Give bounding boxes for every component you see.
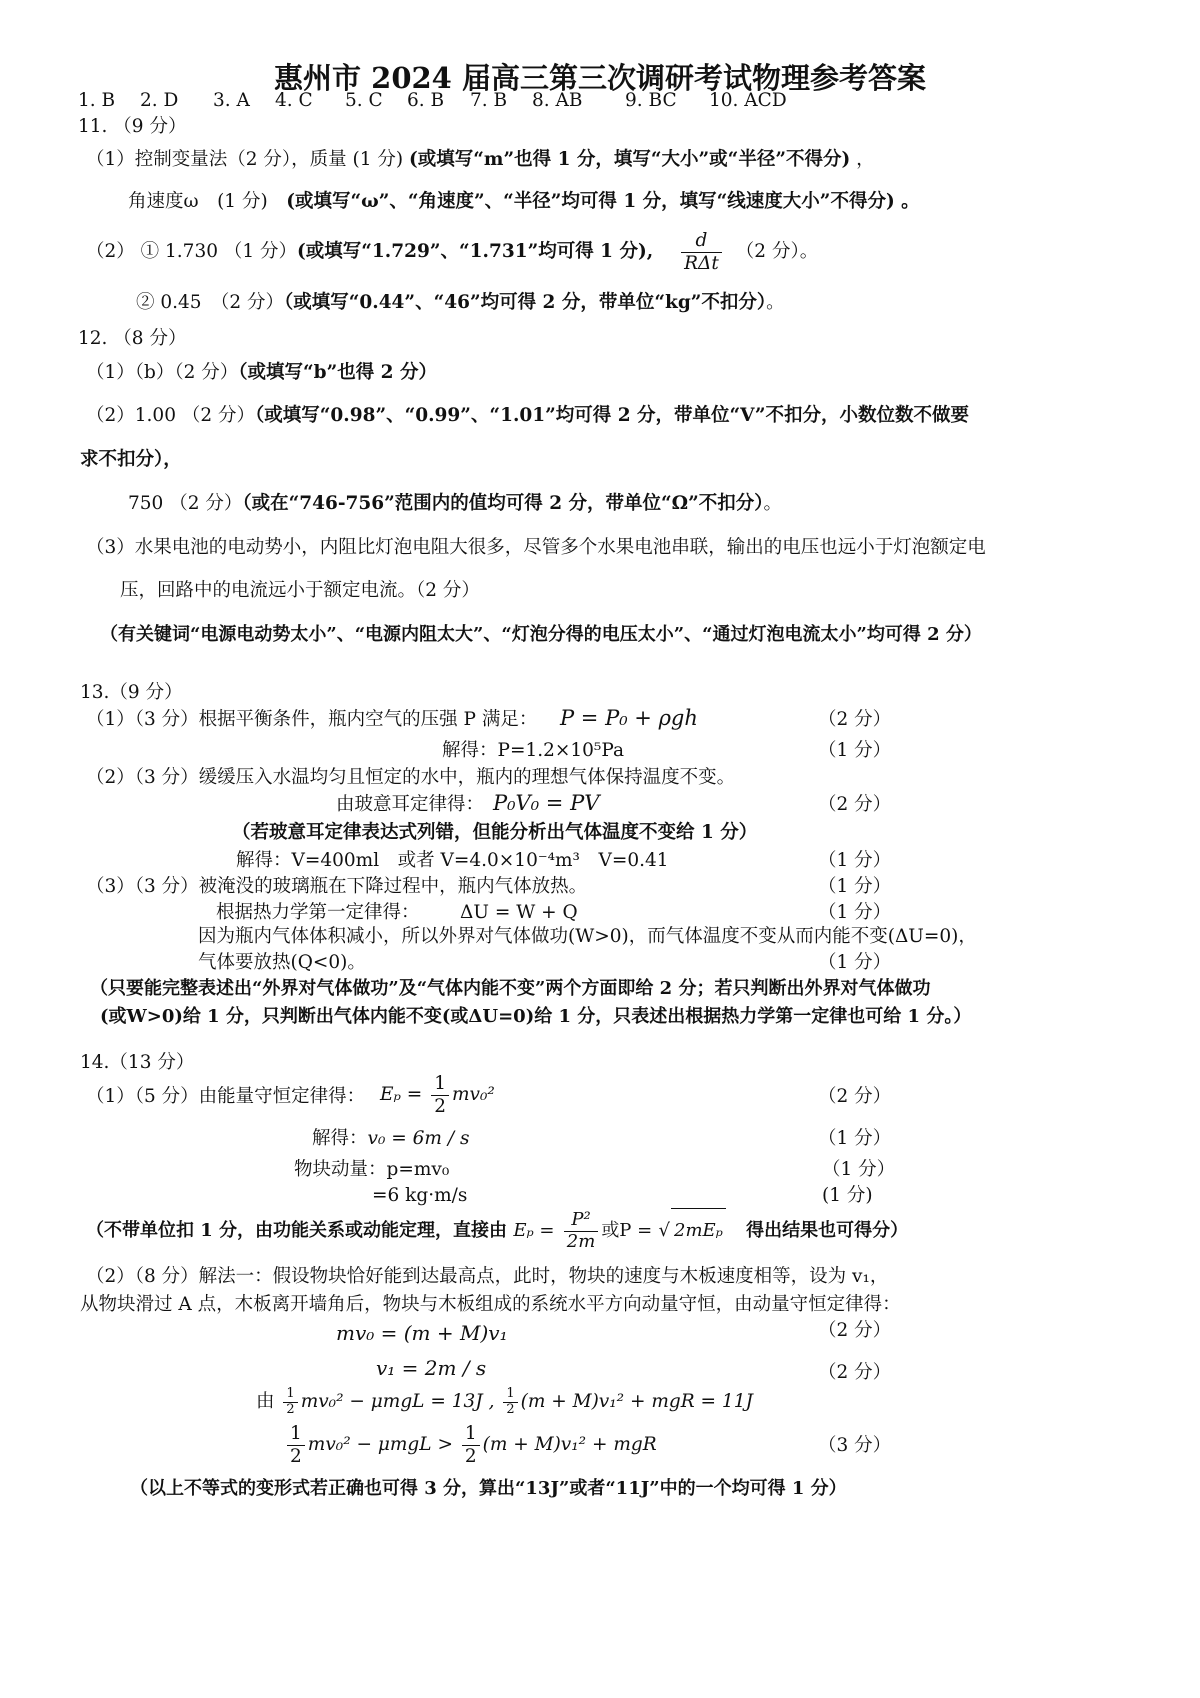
mc-answer-6: 6. B (407, 90, 445, 111)
q14-sqrt-2mep: 2mEₚ (671, 1208, 726, 1253)
q13-scoring-note-1: （只要能完整表述出“外界对气体做功”及“气体内能不变”两个方面即给 2 分；若只判断出外界对气体做功 (90, 978, 931, 999)
mc-answer-9: 9. BC (625, 90, 677, 111)
q12-part2b-text: 750 （2 分） (128, 493, 243, 514)
mc-answer-8: 8. AB (532, 90, 583, 111)
q14-line3-score: （1 分） (822, 1159, 896, 1180)
mc-answer-3: 3. A (213, 90, 250, 111)
q11-part2b-tail: 。 (766, 292, 785, 313)
mc-answer-10: 10. ACD (709, 90, 787, 111)
q13-line1-score: （2 分） (818, 709, 892, 730)
q14-line1: （1）（5 分）由能量守恒定律得： (86, 1086, 366, 1107)
q13-line6-score: （1 分） (818, 850, 892, 871)
q12-scoring-note: （有关键词“电源电动势太小”、“电源内阻太大”、“灯泡分得的电压太小”、“通过灯泡电流太小”均可得 2 分） (100, 624, 982, 645)
mc-answer-5: 5. C (345, 90, 383, 111)
q13-line1: （1）（3 分）根据平衡条件，瓶内空气的压强 P 满足： (86, 709, 538, 730)
q13-formula-pressure: P = P₀ + ρgh (560, 706, 698, 730)
q12-part2-continued: 求不扣分）， (80, 449, 182, 470)
q14-fraction-half-d: $\frac{1}{2}$ (462, 1423, 480, 1467)
q11-part1-tail: ， (850, 149, 875, 170)
q14-fraction-p2-over-2m: $\frac{\text{P²}}{2m}$ (564, 1210, 599, 1252)
q11-part2b-text: ② 0.45 （2 分） (136, 292, 284, 313)
q13-line4: 由玻意耳定律得： (336, 794, 485, 815)
q11-part1b-text: 角速度ω (1 分) (128, 191, 287, 212)
q14-formula-energy-compare: 由 $\frac{1}{2}$ mv₀² − μmgL = 13J , $\frac{1}{2}$ (m + M)v₁² + mgR = 11J (256, 1385, 753, 1417)
q14-scoring-note-1: （不带单位扣 1 分，由功能关系或动能定理，直接由 Eₚ = $\frac{\text{P²}}{2m}$ 或P = √ 2mEₚ 得出结果也可得分） (86, 1208, 909, 1252)
q14-formula-v1: v₁ = 2m / s (376, 1356, 487, 1380)
q11-part2-line2 (136, 290, 785, 316)
q14-eq1-score: （2 分） (818, 1320, 892, 1341)
q11-part2a-score: （2 分）。 (735, 241, 819, 262)
q13-line7-score: （1 分） (818, 876, 892, 897)
q12-part2b-tail: 。 (763, 493, 783, 514)
q14-line4: =6 kg·m/s (372, 1185, 468, 1206)
q14-eq2-score: （2 分） (818, 1362, 892, 1383)
q11-part2a-note: (或填写“1.729”、“1.731”均可得 1 分), (297, 241, 654, 262)
q12-part2-note: （或填写“0.98”、“0.99”、“1.01”均可得 2 分，带单位“V”不扣分，小数位数不做要 (255, 405, 970, 426)
q12-heading: 12. （8 分） (78, 328, 187, 349)
q12-part2b-note: （或在“746-756”范围内的值均可得 2 分，带单位“Ω”不扣分） (242, 493, 764, 514)
mc-answer-4: 4. C (275, 90, 313, 111)
q14-scoring-note-2: （以上不等式的变形式若正确也可得 3 分，算出“13J”或者“11J”中的一个均可得 1 分） (130, 1478, 847, 1499)
q14-formula-inequality: $\frac{1}{2}$ mv₀² − μmgL > $\frac{1}{2}$ (m + M)v₁² + mgR (284, 1420, 657, 1470)
q13-line10-score: （1 分） (818, 952, 892, 973)
mc-answer-7: 7. B (470, 90, 508, 111)
q13-line7: （3）（3 分）被淹没的玻璃瓶在下降过程中，瓶内气体放热。 (86, 876, 588, 897)
q13-formula-first-law: ΔU = W + Q (460, 902, 578, 923)
q14-line3: 物块动量：p=mv₀ (294, 1159, 450, 1180)
q13-line2: 解得：P=1.2×10⁵Pa (442, 740, 624, 761)
page-title: 惠州市 2024 届高三第三次调研考试物理参考答案 (274, 61, 926, 95)
q11-part1b-note: (或填写“ω”、“角速度”、“半径”均可得 1 分，填写“线速度大小”不得分) 。 (286, 191, 920, 212)
q14-part2-line2: 从物块滑过 A 点，木板离开墙角后，物块与木板组成的系统水平方向动量守恒，由动量守恒定律得： (80, 1294, 901, 1315)
q11-part1-text: （1）控制变量法（2 分），质量 (1 分) (86, 149, 410, 170)
q11-part2-line1 (86, 230, 818, 274)
q11-part1-line2 (128, 189, 920, 215)
q11-fraction-d-over-rdt: $\frac{d}{\text{RΔt}}$ (681, 230, 722, 274)
q14-fraction-half: $\frac{1}{2}$ (431, 1073, 449, 1117)
q13-formula-boyle: P₀V₀ = PV (493, 791, 600, 815)
q11-part1-line1 (86, 147, 875, 173)
q13-line2-score: （1 分） (818, 740, 892, 761)
q13-line3: （2）（3 分）缓缓压入水温均匀且恒定的水中，瓶内的理想气体保持温度不变。 (86, 767, 736, 788)
q13-line9: 因为瓶内气体体积减小，所以外界对气体做功(W>0)，而气体温度不变从而内能不变(ΔU=0)， (198, 926, 977, 947)
q12-part2-text: （2）1.00 （2 分） (86, 405, 255, 426)
q12-part2 (86, 403, 969, 429)
q14-fraction-half-c: $\frac{1}{2}$ (287, 1423, 305, 1467)
q13-line6: 解得：V=400ml 或者 V=4.0×10⁻⁴m³ V=0.41 (236, 850, 669, 871)
q11-part1-note: (或填写“m”也得 1 分，填写“大小”或“半径”不得分) (409, 149, 851, 170)
q12-part2b (128, 491, 782, 517)
q13-boyle-note: （若玻意耳定律表达式列错，但能分析出气体温度不变给 1 分） (232, 822, 758, 843)
q13-heading: 13.（9 分） (80, 682, 183, 703)
q13-line8: 根据热力学第一定律得： (216, 902, 420, 923)
q13-line4-score: （2 分） (818, 794, 892, 815)
q14-heading: 14.（13 分） (80, 1052, 195, 1073)
q14-fraction-half-a: $\frac{1}{2}$ (283, 1387, 297, 1418)
q14-fraction-half-b: $\frac{1}{2}$ (503, 1387, 517, 1418)
q12-part1-note: （或填写“b”也得 2 分） (238, 362, 437, 383)
q14-line4-score: (1 分) (822, 1185, 873, 1206)
q14-part2-line1: （2）（8 分）解法一：假设物块恰好能到达最高点，此时，物块的速度与木板速度相等，设为 v₁， (86, 1266, 889, 1287)
q13-scoring-note-2: (或W>0)给 1 分，只判断出气体内能不变(或ΔU=0)给 1 分，只表述出根据热力学第一定律也可给 1 分。） (100, 1006, 972, 1027)
q13-line8-score: （1 分） (818, 902, 892, 923)
q11-part2b-note: （或填写“0.44”、“46”均可得 2 分，带单位“kg”不扣分） (283, 292, 767, 313)
q14-line1-score: （2 分） (818, 1086, 892, 1107)
q12-part1-text: （1）（b）（2 分） (86, 362, 239, 383)
q14-eq4-score: （3 分） (818, 1435, 892, 1456)
mc-answer-1: 1. B (78, 90, 116, 111)
q12-part1 (86, 360, 437, 386)
q11-part2a-text: （2） ① 1.730 （1 分） (86, 241, 298, 262)
q14-line2: 解得：v₀ = 6m / s (312, 1128, 470, 1149)
q12-part3-line2: 压，回路中的电流远小于额定电流。（2 分） (120, 580, 480, 601)
q14-formula-momentum: mv₀ = (m + M)v₁ (336, 1321, 508, 1345)
mc-answers (78, 88, 1128, 114)
q14-line2-score: （1 分） (818, 1128, 892, 1149)
q12-part3-line1: （3）水果电池的电动势小，内阻比灯泡电阻大很多，尽管多个水果电池串联，输出的电压也远小于灯泡额定电 (86, 537, 986, 558)
q13-line10: 气体要放热(Q<0)。 (198, 952, 366, 973)
q14-formula-energy: Eₚ = $\frac{1}{2}$ mv₀² (380, 1073, 495, 1117)
q11-heading: 11. （9 分） (78, 116, 187, 137)
q14-formula-v0: v₀ = 6m / s (367, 1128, 470, 1149)
mc-answer-2: 2. D (140, 90, 179, 111)
